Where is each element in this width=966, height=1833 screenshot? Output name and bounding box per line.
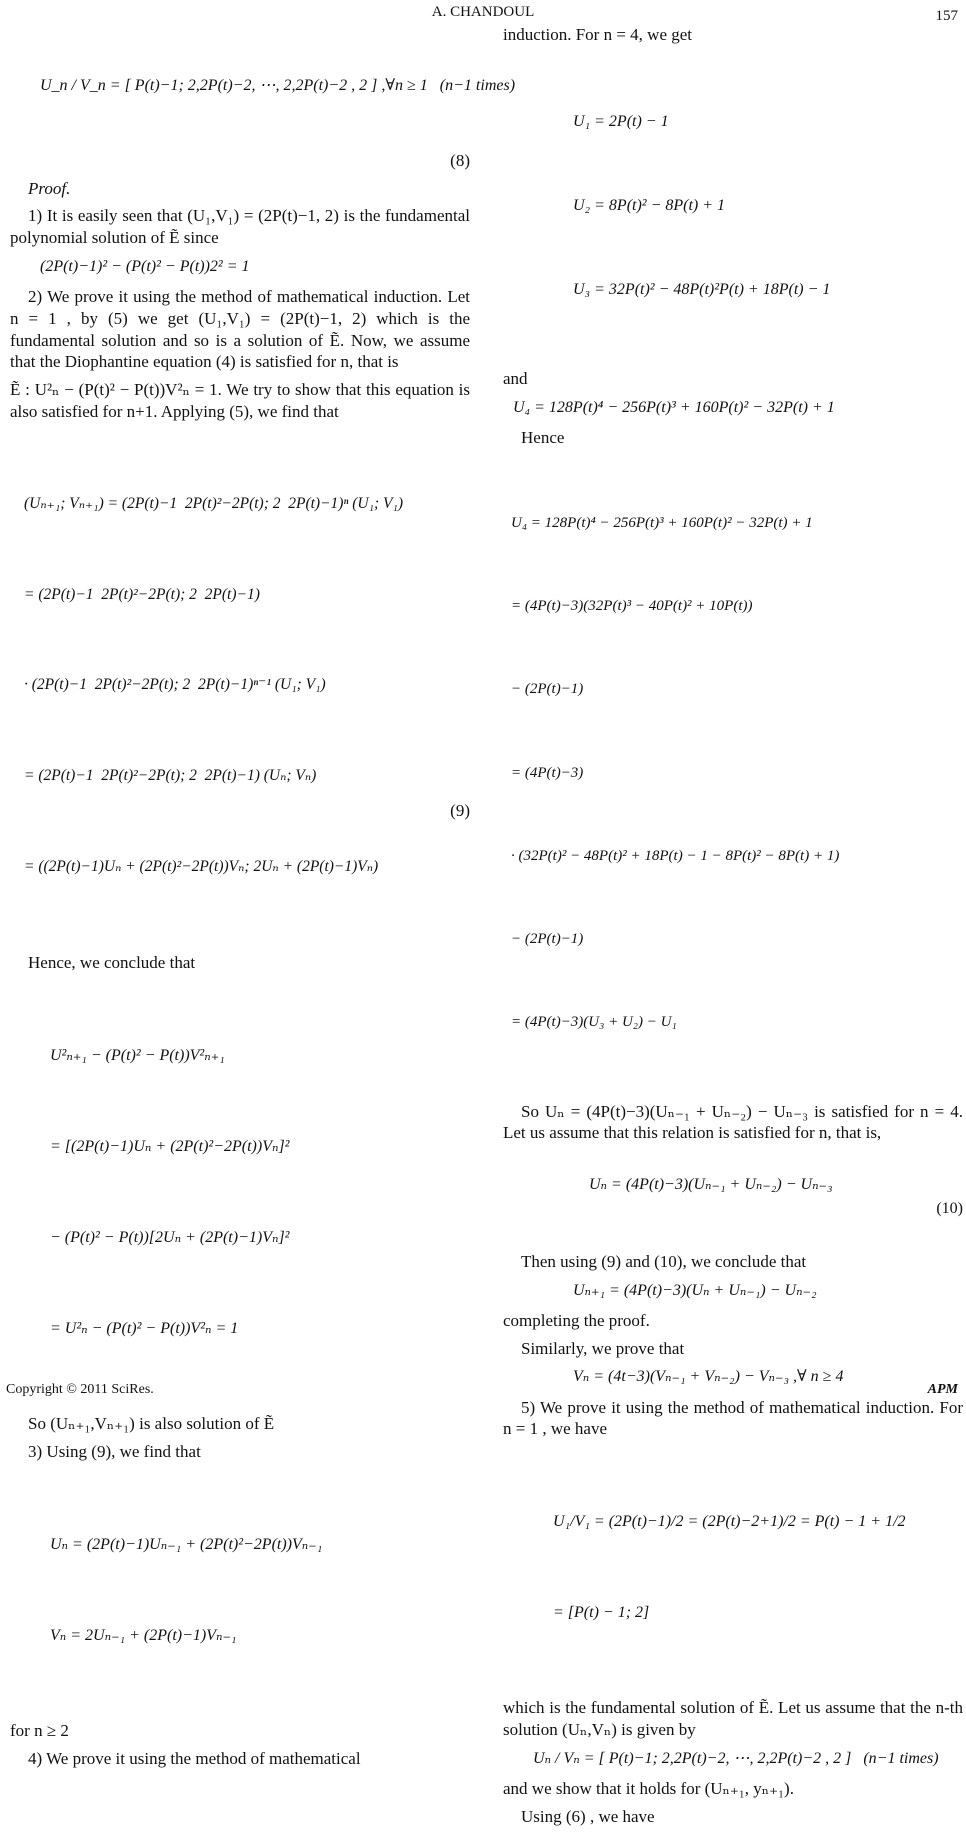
which-text: which is the fundamental solution of Ẽ. Let us assume that the n-th solution (Uₙ,Vₙ) is given by (503, 1698, 963, 1739)
using6-text: Using (6) , we have (521, 1806, 655, 1826)
hence-line: = (4P(t)−3) (511, 764, 584, 781)
hence-line: − (2P(t)−1) (511, 681, 584, 698)
show-text: and we show that it holds for (Uₙ₊₁, yₙ₊₁). (503, 1778, 794, 1798)
equation-8 (40, 28, 516, 144)
u-values (573, 52, 963, 360)
hence-line: − (2P(t)−1) (511, 931, 584, 948)
equation-9-line: = (2P(t)−1 2P(t)²−2P(t); 2 2P(t)−1) (Uₙ; Vₙ) (24, 767, 317, 785)
then-text: Then using (9) and (10), we conclude that (521, 1251, 807, 1271)
paragraph-3: 3) Using (9), we find that (28, 1442, 201, 1462)
hence-text: Hence (521, 427, 565, 447)
equation-9-line: (Uₙ₊₁; Vₙ₊₁) = (2P(t)−1 2P(t)²−2P(t); 2 2P(t)−1)ⁿ (U₁; V₁) (24, 495, 404, 513)
equation-9-number: (9) (450, 801, 470, 821)
for-condition: for n ≥ 2 (10, 1720, 69, 1740)
nth-solution-equation: Uₙ / Vₙ = [ P(t)−1; 2,2P(t)−2, ⋯, 2,2P(t)−2 , 2 ] (n−1 times) (533, 1749, 939, 1767)
journal-name: APM (927, 1382, 958, 1397)
hence-line: = (4P(t)−3)(32P(t)³ − 40P(t)² + 10P(t)) (511, 598, 753, 615)
copyright: Copyright © 2011 SciRes. (6, 1382, 154, 1397)
equation-8-text: U_n / V_n = [ P(t)−1; 2,2P(t)−2, ⋯, 2,2P(t)−2 , 2 ] ,∀n ≥ 1 (n−1 times) (40, 77, 516, 95)
u4-equation: U₄ = 128P(t)⁴ − 256P(t)³ + 160P(t)² − 32P(t) + 1 (513, 398, 835, 416)
u-line: U₂ = 8P(t)² − 8P(t) + 1 (573, 196, 726, 214)
so-paragraph: So Uₙ = (4P(t)−3)(Uₙ₋₁ + Uₙ₋₂) − Uₙ₋₃ is satisfied for n = 4. Let us assume that this relation is satisfied for n, that is, (503, 1101, 963, 1143)
fraction-line: U₁/V₁ = (2P(t)−1)/2 = (2P(t)−2+1)/2 = P(t) − 1 + 1/2 (553, 1512, 906, 1530)
paragraph-1: 1) It is easily seen that (U₁,V₁) = (2P(t)−1, 2) is the fundamental polynomial solution of Ẽ since (10, 206, 470, 248)
then-equation: Uₙ₊₁ = (4P(t)−3)(Uₙ + Uₙ₋₁) − Uₙ₋₂ (573, 1281, 817, 1299)
u-line: U₁ = 2P(t) − 1 (573, 112, 669, 130)
paragraph-4: 4) We prove it using the method of mathematical (28, 1748, 361, 1768)
equation-8-number: (8) (450, 150, 470, 170)
hence-equation (511, 454, 963, 1092)
equation-9-line: = ((2P(t)−1)Uₙ + (2P(t)²−2P(t))Vₙ; 2Uₙ + (2P(t)−1)Vₙ) (24, 857, 379, 875)
so-text: So (Uₙ₊₁,Vₙ₊₁) is also solution of Ẽ (28, 1414, 275, 1434)
similarly-text: Similarly, we prove that (521, 1338, 685, 1358)
paragraph-2b: Ẽ : U²ₙ − (P(t)² − P(t))V²ₙ = 1. We try to show that this equation is also satisfied for n+1. Applying (5), we find that (10, 380, 470, 421)
conclude-line: − (P(t)² − P(t))[2Uₙ + (2P(t)−1)Vₙ]² (50, 1228, 290, 1246)
running-author: A. CHANDOUL (431, 4, 535, 20)
conclude-equation (50, 980, 470, 1405)
and-text: and (503, 368, 528, 388)
conclude-line: = U²ₙ − (P(t)² − P(t))V²ₙ = 1 (50, 1320, 239, 1338)
equation-10-number: (10) (936, 1199, 963, 1217)
similarly-equation: Vₙ = (4t−3)(Vₙ₋₁ + Vₙ₋₂) − Vₙ₋₃ ,∀ n ≥ 4 (573, 1368, 844, 1386)
system-equation (50, 1469, 470, 1712)
equation-9-line: = (2P(t)−1 2P(t)²−2P(t); 2 2P(t)−1) (24, 585, 260, 603)
conclude-text: Hence, we conclude that (28, 953, 196, 973)
equation-10-text: Uₙ = (4P(t)−3)(Uₙ₋₁ + Uₙ₋₂) − Uₙ₋₃ (589, 1176, 833, 1194)
paragraph-1-equation: (2P(t)−1)² − (P(t)² − P(t))2² = 1 (40, 257, 250, 275)
system-line: Uₙ = (2P(t)−1)Uₙ₋₁ + (2P(t)²−2P(t))Vₙ₋₁ (50, 1535, 323, 1553)
page-number: 157 (935, 8, 958, 24)
hence-line: = (4P(t)−3)(U₃ + U₂) − U₁ (511, 1014, 677, 1031)
hence-line: U₄ = 128P(t)⁴ − 256P(t)³ + 160P(t)² − 32P(t) + 1 (511, 514, 813, 531)
equation-10 (573, 1150, 963, 1243)
u-line: U₃ = 32P(t)² − 48P(t)²P(t) + 18P(t) − 1 (573, 280, 831, 298)
completing-text: completing the proof. (503, 1310, 650, 1330)
equation-9-line: · (2P(t)−1 2P(t)²−2P(t); 2 2P(t)−1)ⁿ⁻¹ (U₁; V₁) (24, 676, 326, 694)
fraction-line: = [P(t) − 1; 2] (553, 1604, 650, 1622)
equation-9 (24, 429, 470, 943)
right-intro: induction. For n = 4, we get (503, 25, 693, 44)
right-column (503, 24, 963, 1833)
left-column (10, 24, 516, 1775)
conclude-line: = [(2P(t)−1)Uₙ + (2P(t)²−2P(t))Vₙ]² (50, 1137, 290, 1155)
fraction-equation (553, 1446, 963, 1689)
paragraph-5: 5) We prove it using the method of mathematical induction. For n = 1 , we have (503, 1397, 963, 1439)
paragraph-2: 2) We prove it using the method of mathematical induction. Let n = 1 , by (5) we get (U₁,V₁) = (2P(t)−1, 2) which is the fundamental solution and so is a solution of Ẽ. Now, we assume that the Diophantine equation (4) is satisfied for n, that is (10, 287, 470, 372)
conclude-line: U²ₙ₊₁ − (P(t)² − P(t))V²ₙ₊₁ (50, 1046, 225, 1064)
hence-line: · (32P(t)² − 48P(t)² + 18P(t) − 1 − 8P(t)² − 8P(t) + 1) (511, 847, 840, 864)
proof-label: Proof. (28, 178, 71, 198)
system-line: Vₙ = 2Uₙ₋₁ + (2P(t)−1)Vₙ₋₁ (50, 1626, 237, 1644)
